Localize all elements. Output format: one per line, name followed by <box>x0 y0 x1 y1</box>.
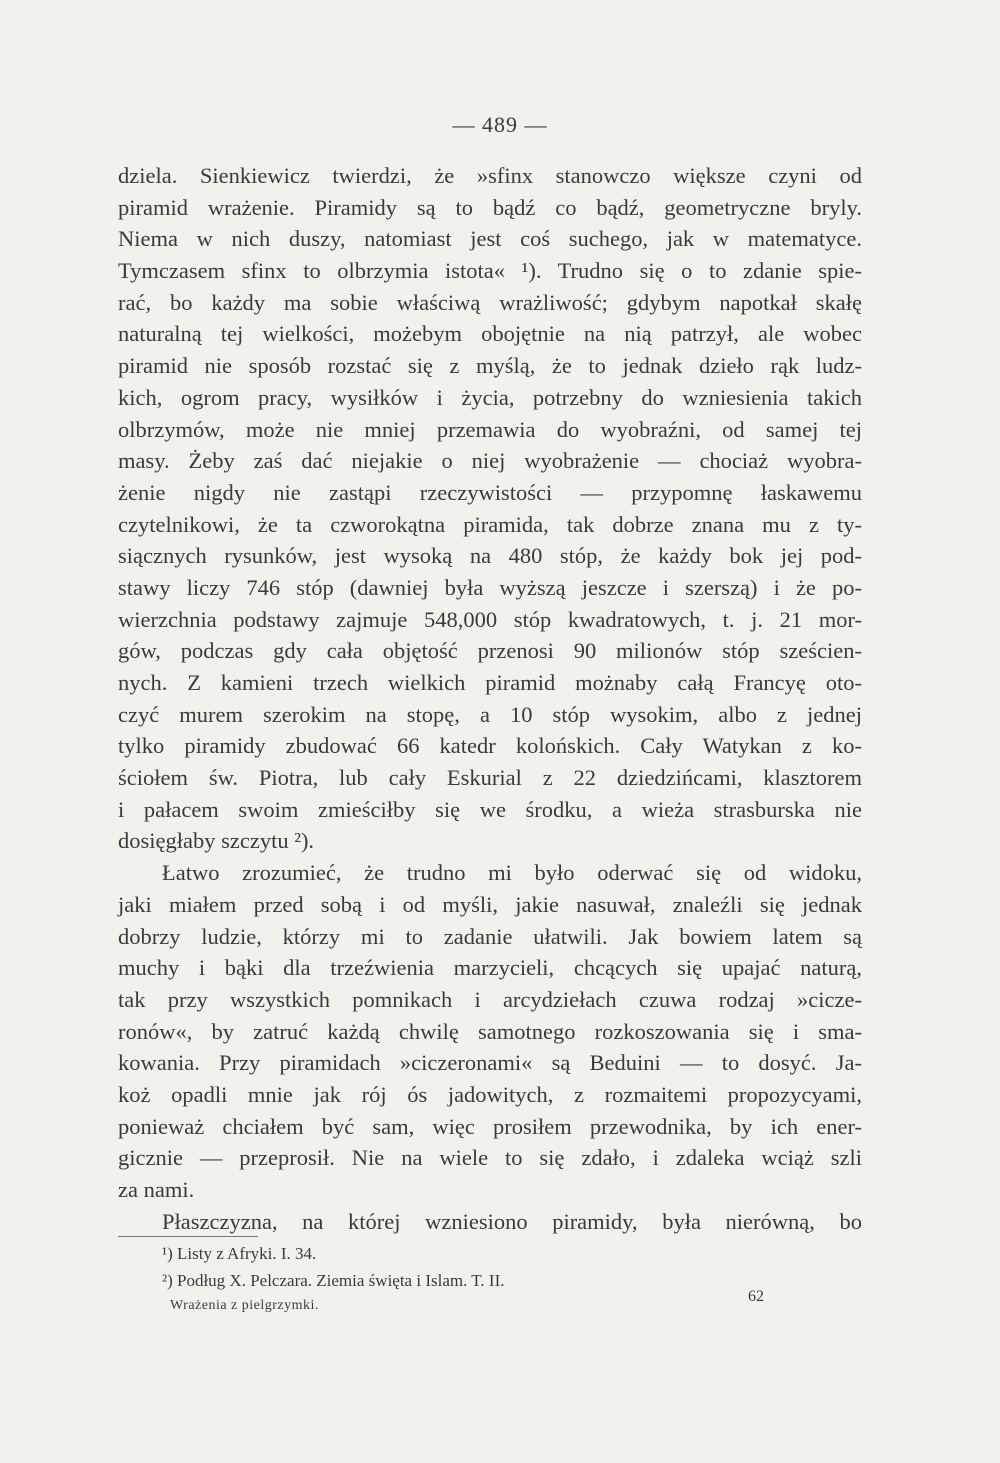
text-line: Łatwo zrozumieć, że trudno mi było oderwać się od widoku, <box>162 860 862 886</box>
text-line: kich, ogrom pracy, wysiłków i życia, potrzebny do wzniesienia takich <box>118 384 862 410</box>
footnote-divider <box>118 1236 258 1237</box>
text-line: naturalną tej wielkości, możebym obojętnie na nią patrzył, ale wobec <box>118 321 862 347</box>
text-line: czytelnikowi, że ta czworokątna piramida, tak dobrze znana mu z ty- <box>118 511 862 537</box>
signature-mark: 62 <box>748 1288 764 1305</box>
text-line: tak przy wszystkich pomnikach i arcydziełach czuwa rodzaj »cicze- <box>118 986 862 1012</box>
text-line: i pałacem swoim zmieściłby się we środku, a wieża strasburska nie <box>118 796 862 822</box>
text-line: tylko piramidy zbudować 66 katedr kolońskich. Cały Watykan z ko- <box>118 733 862 759</box>
text-line: za nami. <box>118 1177 195 1202</box>
text-line: wierzchnia podstawy zajmuje 548,000 stóp kwadratowych, t. j. 21 mor- <box>118 606 862 632</box>
footnote: ²) Podług X. Pelczara. Ziemia święta i Islam. T. II. <box>162 1271 505 1290</box>
footnote: ¹) Listy z Afryki. I. 34. <box>162 1244 317 1263</box>
text-line: masy. Żeby zaś dać niejakie o niej wyobrażenie — chociaż wyobra- <box>118 448 862 474</box>
text-line: ponieważ chciałem być sam, więc prosiłem przewodnika, by ich ener- <box>118 1113 862 1139</box>
text-line: Niema w nich duszy, natomiast jest coś suchego, jak w matematyce. <box>118 226 862 252</box>
footnotes <box>162 1240 762 1294</box>
text-line: siącznych rysunków, jest wysoką na 480 stóp, że każdy bok jej pod- <box>118 543 862 569</box>
text-line: Płaszczyzna, na której wzniesiono piramidy, była nierówną, bo <box>162 1208 862 1234</box>
text-line: żenie nigdy nie zastąpi rzeczywistości — przypomnę łaskawemu <box>118 479 862 505</box>
text-line: koż opadli mnie jak rój ós jadowitych, z rozmaitemi propozycyami, <box>118 1081 862 1107</box>
text-line: czyć murem szerokim na stopę, a 10 stóp wysokim, albo z jednej <box>118 701 862 727</box>
text-line: muchy i bąki dla trzeźwienia marzycieli, chcących się upajać naturą, <box>118 955 862 981</box>
text-line: nych. Z kamieni trzech wielkich piramid możnaby całą Francyę oto- <box>118 670 862 695</box>
body-text <box>118 160 862 1237</box>
text-line: ronów«, by zatruć każdą chwilę samotnego rozkoszowania się i sma- <box>118 1018 862 1044</box>
text-line: dobrzy ludzie, którzy mi to zadanie ułatwili. Jak bowiem latem są <box>118 923 862 949</box>
text-line: olbrzymów, może nie mniej przemawia do wyobraźni, od samej tej <box>118 416 862 442</box>
text-line: dziela. Sienkiewicz twierdzi, że »sfinx stanowczo większe czyni od <box>118 163 862 188</box>
text-line: Tymczasem sfinx to olbrzymia istota« ¹). Trudno się o to zdanie spie- <box>118 258 862 284</box>
text-line: ściołem św. Piotra, lub cały Eskurial z 22 dziedzińcami, klasztorem <box>118 765 862 791</box>
text-line: rać, bo każdy ma sobie właściwą wrażliwość; gdybym napotkał skałę <box>118 289 862 315</box>
page-number: — 489 — <box>452 112 548 137</box>
text-line: dosięgłaby szczytu ²). <box>118 828 315 854</box>
text-line: stawy liczy 746 stóp (dawniej była wyższą jeszcze i szerszą) i że po- <box>118 574 862 600</box>
text-line: piramid wrażenie. Piramidy są to bądź co bądź, geometryczne bryly. <box>118 194 862 220</box>
running-title: Wrażenia z pielgrzymki. <box>170 1298 319 1313</box>
text-line: piramid nie sposób rozstać się z myślą, że to jednak dzieło rąk ludz- <box>118 353 862 379</box>
text-line: gicznie — przeprosił. Nie na wiele to się zdało, i zdaleka wciąż szli <box>118 1145 862 1171</box>
text-line: jaki miałem przed sobą i od myśli, jakie nasuwał, znaleźli się jednak <box>118 891 862 917</box>
text-line: kowania. Przy piramidach »ciczeronami« są Beduini — to dosyć. Ja- <box>118 1050 862 1076</box>
text-line: gów, podczas gdy cała objętość przenosi 90 milionów stóp sześcien- <box>118 638 862 664</box>
